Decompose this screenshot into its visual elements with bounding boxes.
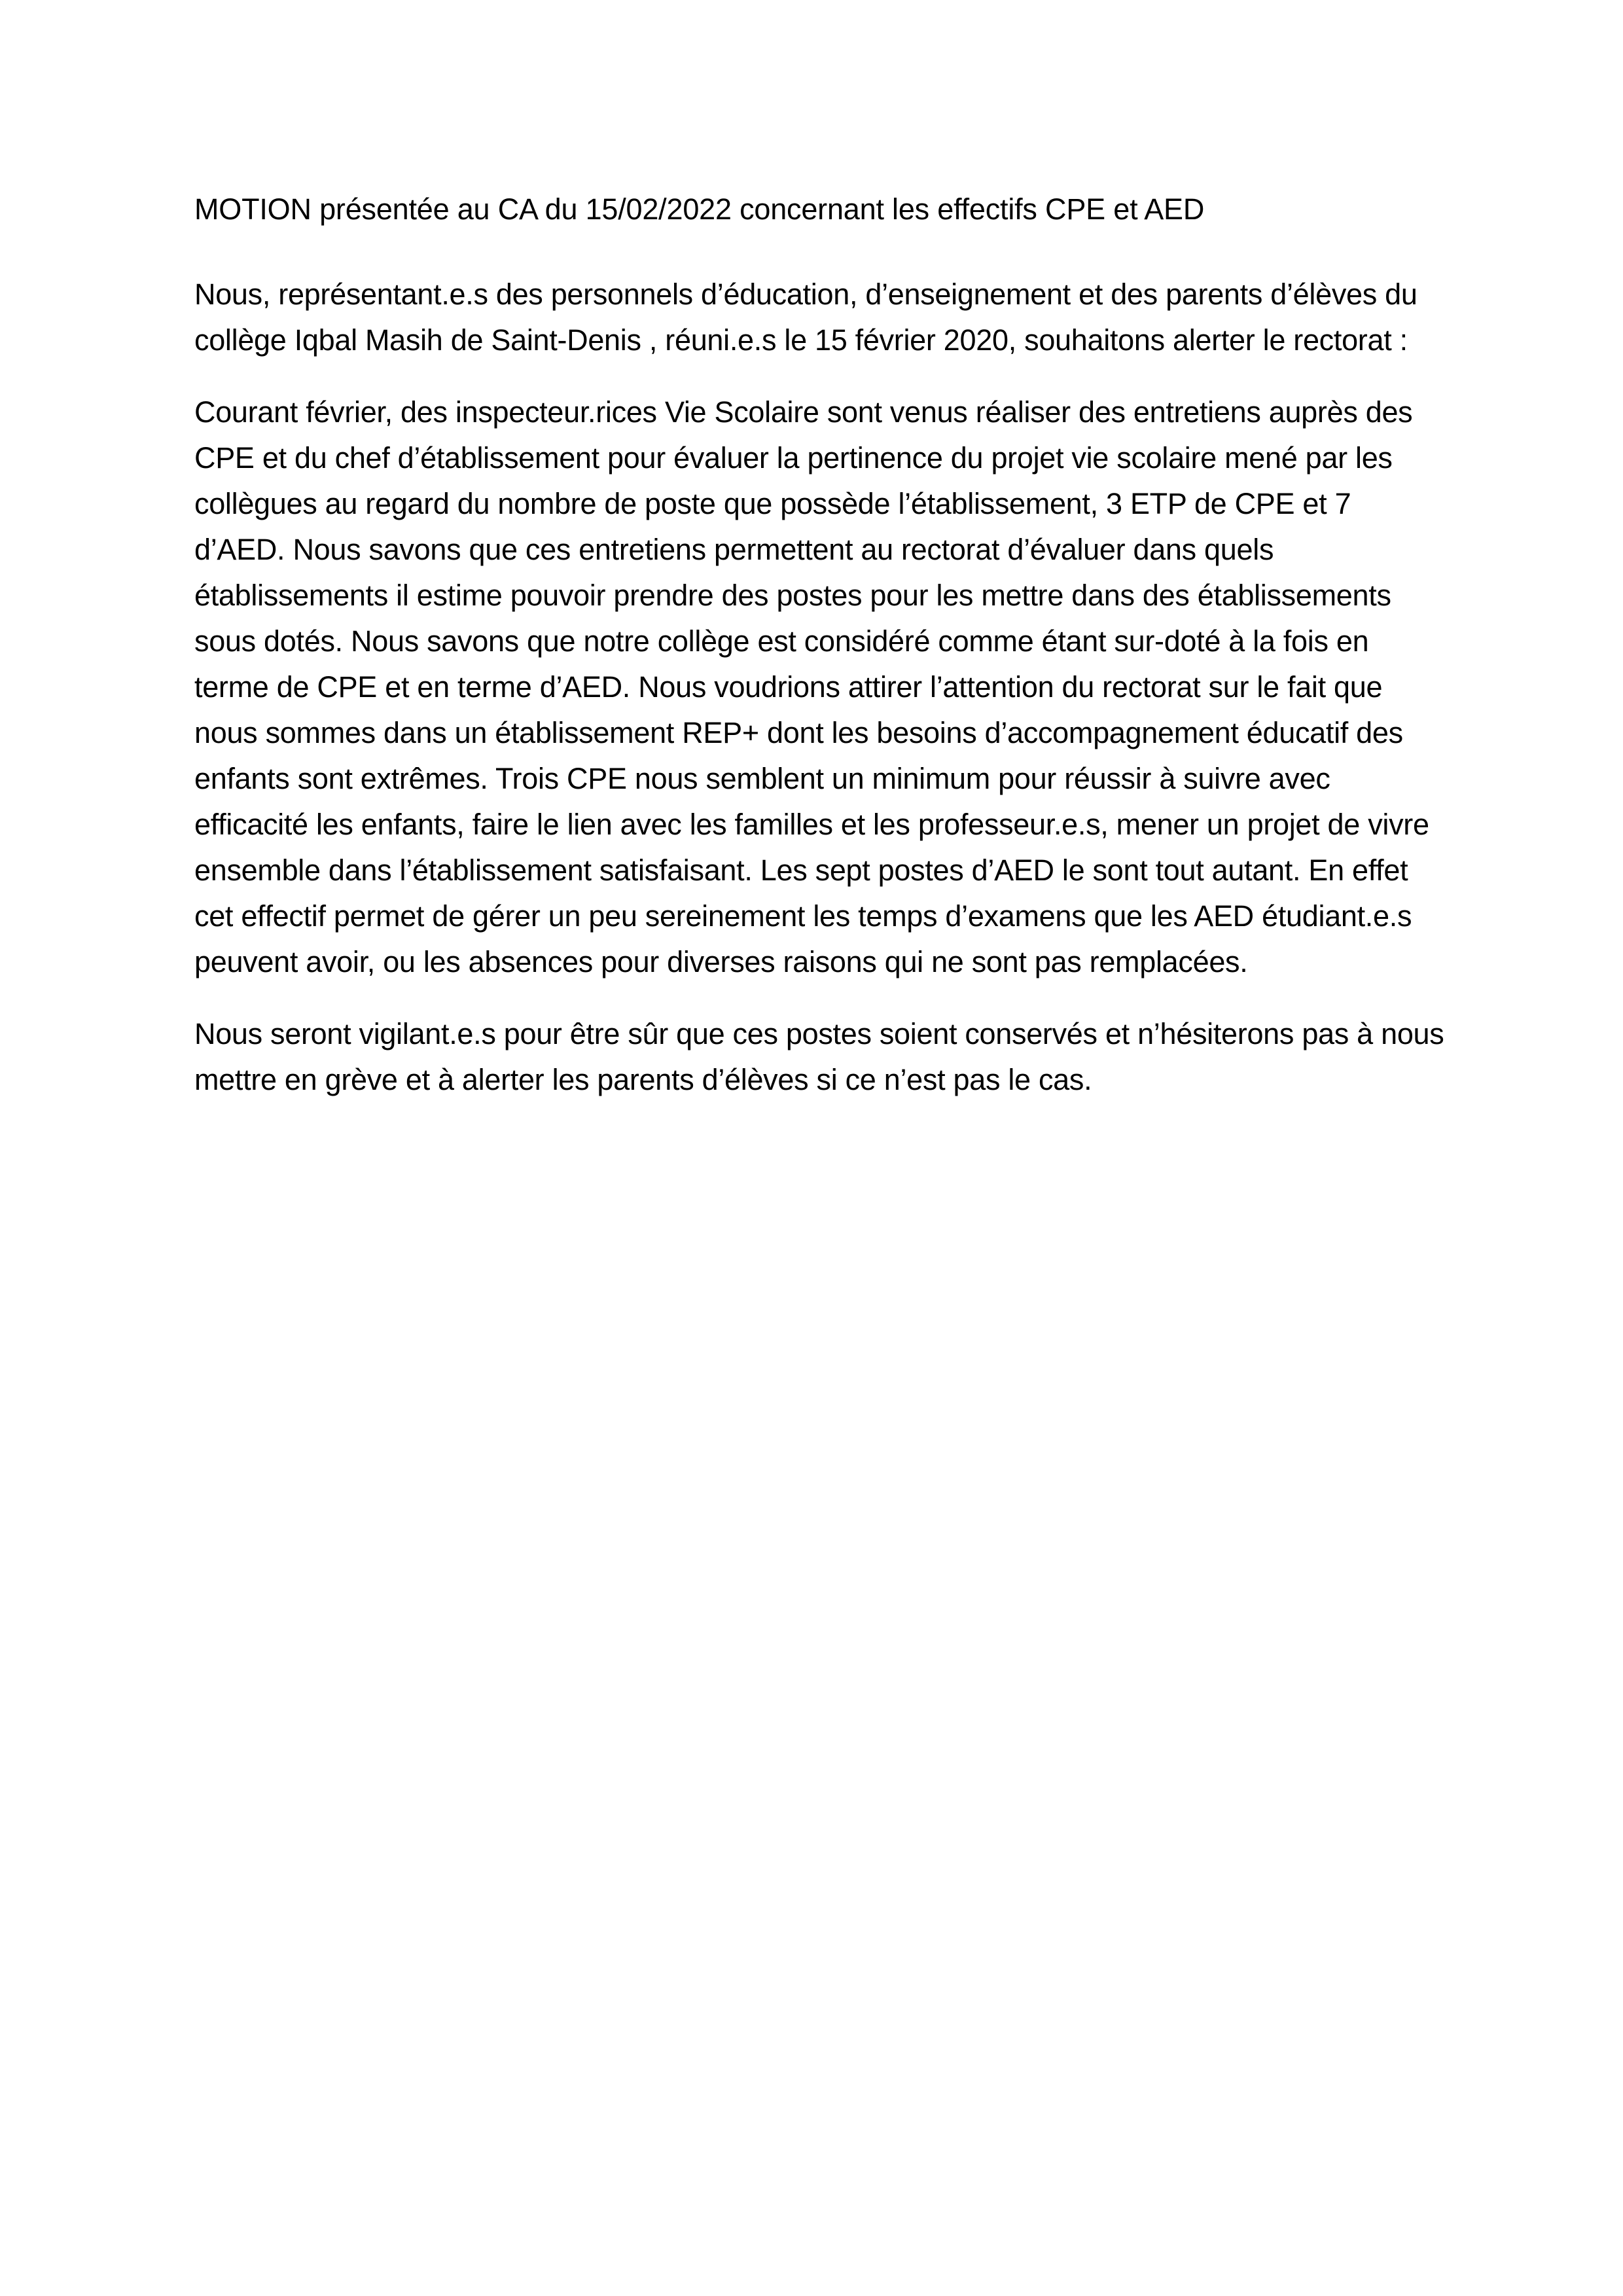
paragraph-context: Courant février, des inspecteur.rices Vie Scolaire sont venus réaliser des entretiens auprès des CPE et du chef d’établissement pour évaluer la pertinence du projet vie scolaire mené par les collègues au regard du nombre de poste que possède l’établissement, 3 ETP de CPE et 7 d’AED. Nous savons que ces entretiens permettent au rectorat d’évaluer dans quels établissements il estime pouvoir prendre des postes pour les mettre dans des établissements sous dotés. Nous savons que notre collège est considéré comme étant sur-doté à la fois en terme de CPE et en terme d’AED. Nous voudrions attirer l’attention du rectorat sur le fait que nous sommes dans un établissement REP+ dont les besoins d’accompagnement éducatif des enfants sont extrêmes. Trois CPE nous semblent un minimum pour réussir à suivre avec efficacité les enfants, faire le lien avec les familles et les professeur.e.s, mener un projet de vivre ensemble dans l’établissement satisfaisant. Les sept postes d’AED le sont tout autant. En effet cet effectif permet de gérer un peu sereinement les temps d’examens que les AED étudiant.e.s peuvent avoir, ou les absences pour diverses raisons qui ne sont pas remplacées.	[194, 395, 1429, 978]
paragraph-intro: Nous, représentant.e.s des personnels d’éducation, d’enseignement et des parents d’élèves du collège Iqbal Masih de Saint-Denis , réuni.e.s le 15 février 2020, souhaitons alerter le rectorat :	[194, 278, 1418, 357]
document-body	[194, 187, 1444, 1129]
paragraph-conclusion: Nous seront vigilant.e.s pour être sûr que ces postes soient conservés et n’hésiterons pas à nous mettre en grève et à alerter les parents d’élèves si ce n’est pas le cas.	[194, 1017, 1444, 1096]
document-title: MOTION présentée au CA du 15/02/2022 concernant les effectifs CPE et AED	[194, 192, 1205, 226]
